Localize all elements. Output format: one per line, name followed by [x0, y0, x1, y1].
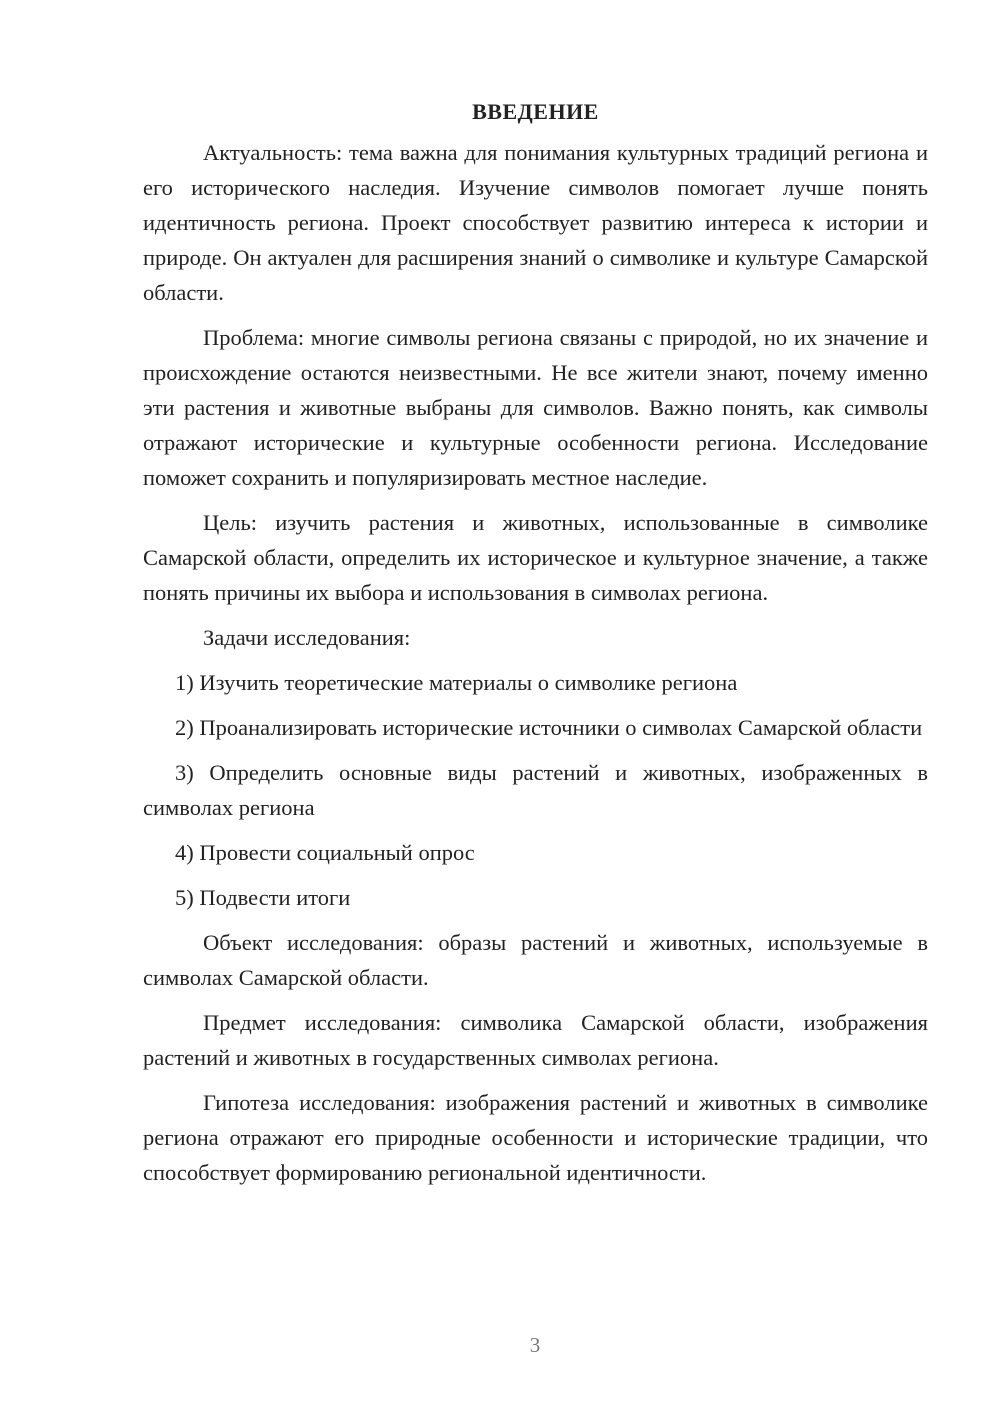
goal-paragraph: Цель: изучить растения и животных, использованные в символике Самарской области, определить их историческое и культурное значение, а также понять причины их выбора и использования в символах региона. [143, 510, 928, 605]
problem-paragraph: Проблема: многие символы региона связаны с природой, но их значение и происхождение остаются неизвестными. Не все жители знают, почему именно эти растения и животные выбраны для символов. Важно понять, как символы отражают исторические и культурные особенности региона. Исследование поможет сохранить и популяризировать местное наследие. [143, 325, 928, 490]
page-number: 3 [529, 1333, 541, 1357]
object-paragraph: Объект исследования: образы растений и животных, используемые в символах Самарской области. [143, 930, 928, 990]
tasks-list [143, 665, 928, 915]
relevance-paragraph: Актуальность: тема важна для понимания культурных традиций региона и его исторического наследия. Изучение символов помогает лучше понять идентичность региона. Проект способствует развитию интереса к истории и природе. Он актуален для расширения знаний о символике и культуре Самарской области. [143, 140, 928, 305]
tasks-title: Задачи исследования: [203, 625, 411, 650]
task-item: 3) Определить основные виды растений и животных, изображенных в символах региона [143, 760, 928, 820]
task-item: 4) Провести социальный опрос [175, 840, 475, 865]
section-heading: ВВЕДЕНИЕ [472, 99, 599, 124]
document-page [143, 96, 928, 1190]
task-item: 1) Изучить теоретические материалы о символике региона [175, 670, 738, 695]
subject-paragraph: Предмет исследования: символика Самарской области, изображения растений и животных в государственных символах региона. [143, 1010, 928, 1070]
task-item: 5) Подвести итоги [175, 885, 351, 910]
task-item: 2) Проанализировать исторические источники о символах Самарской области [175, 715, 923, 740]
hypothesis-paragraph: Гипотеза исследования: изображения растений и животных в символике региона отражают его природные особенности и исторические традиции, что способствует формированию региональной идентичности. [143, 1090, 928, 1185]
